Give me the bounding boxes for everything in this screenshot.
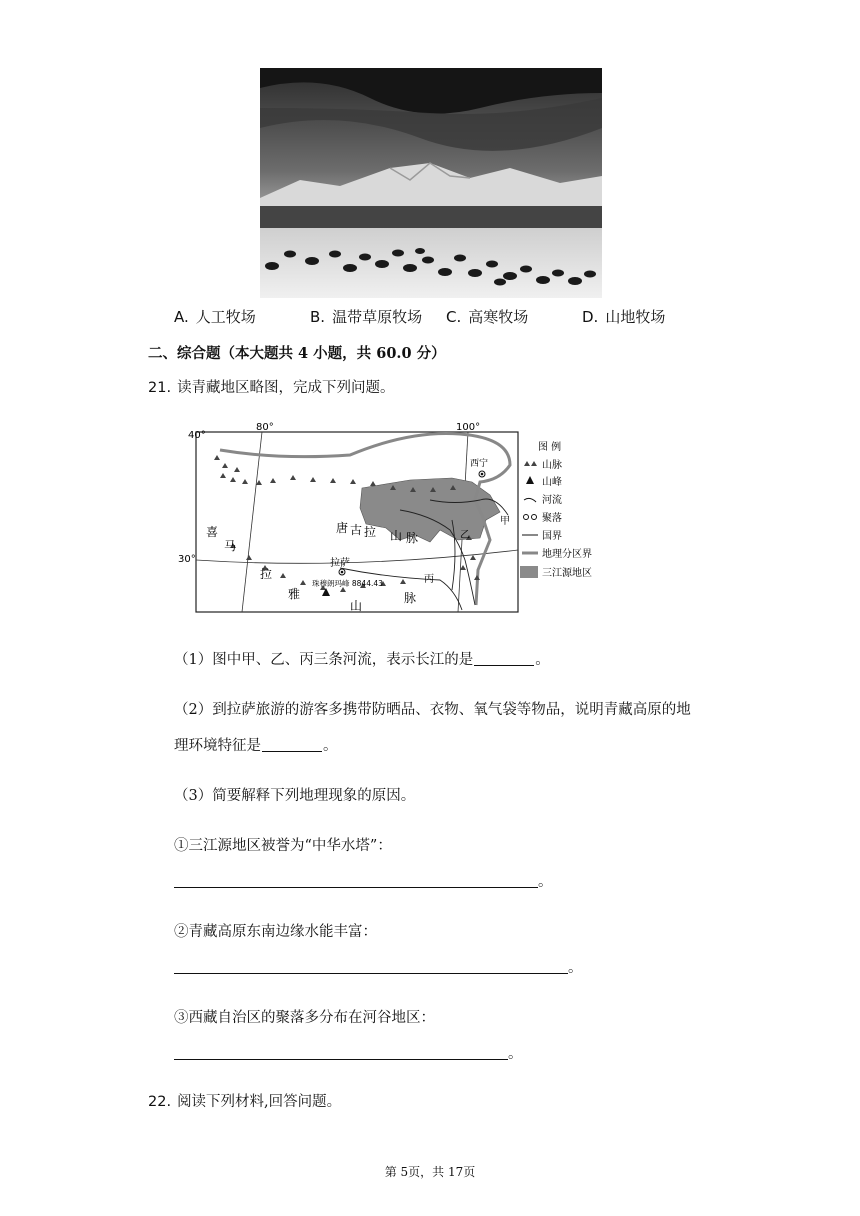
q21-item-2: ②青藏高原东南边缘水能丰富：: [174, 924, 377, 940]
label-himalaya-1: 喜: [206, 525, 219, 539]
label-yi: 乙: [460, 530, 470, 541]
svg-text:山脉: 山脉: [542, 460, 562, 471]
legend-border: [522, 530, 562, 542]
question-22-stem: 22. 阅读下列材料,回答问题。: [148, 1094, 342, 1110]
q21-sub3: （3）简要解释下列地理现象的原因。: [174, 788, 416, 804]
label-lhasa: 拉萨: [330, 558, 350, 569]
legend-title: 图 例: [538, 442, 562, 453]
label-himalaya-2: 马: [224, 539, 237, 553]
answer-line-1[interactable]: [174, 873, 538, 888]
answer-blank-2[interactable]: [262, 737, 322, 752]
q21-item-2-answer: 。: [174, 956, 583, 977]
option-b[interactable]: B. 温带草原牧场: [310, 308, 423, 326]
page-footer: 第 5页，共 17页: [384, 1165, 476, 1179]
lon-label-80: 80°: [256, 422, 274, 433]
question-21-stem: 21. 读青藏地区略图，完成下列问题。: [148, 380, 395, 396]
legend-mountain-range: [524, 458, 562, 471]
label-tanggula-2: 古: [350, 523, 363, 537]
option-d[interactable]: D. 山地牧场: [582, 308, 666, 326]
legend-settlement: [524, 511, 563, 524]
option-a[interactable]: A. 人工牧场: [174, 308, 256, 326]
answer-line-3[interactable]: [174, 1045, 508, 1060]
label-himalaya-3: 拉: [260, 567, 273, 581]
label-himalaya-4: 雅: [288, 587, 301, 601]
answer-blank-1[interactable]: [474, 651, 534, 666]
label-tanggula-5: 脉: [406, 531, 419, 545]
q21-sub1: （1）图中甲、乙、丙三条河流，表示长江的是 。: [174, 652, 550, 668]
svg-text:聚落: 聚落: [542, 513, 562, 524]
legend-sanjiangyuan: [520, 566, 592, 579]
svg-text:国界: 国界: [542, 531, 562, 542]
label-tanggula-3: 拉: [364, 525, 377, 539]
lat-label-40: 40°: [188, 430, 206, 441]
lon-label-100: 100°: [456, 422, 481, 433]
legend-division-boundary: [522, 547, 592, 560]
svg-text:三江源地区: 三江源地区: [542, 568, 592, 579]
label-himalaya-6: 脉: [404, 591, 417, 605]
label-xining: 西宁: [470, 459, 489, 469]
section-title: 二、综合题（本大题共 4 小题，共 60.0 分）: [148, 345, 446, 362]
q21-item-3: ③西藏自治区的聚落多分布在河谷地区：: [174, 1010, 435, 1026]
svg-text:地理分区界: 地理分区界: [542, 549, 592, 560]
q21-sub2-line1: （2）到拉萨旅游的游客多携带防晒品、衣物、氧气袋等物品，说明青藏高原的地: [174, 702, 691, 718]
option-c[interactable]: C. 高寒牧场: [446, 308, 529, 326]
label-tanggula-4: 山: [390, 529, 403, 543]
legend-river: [524, 493, 562, 506]
q21-item-1-answer: 。: [174, 870, 553, 891]
label-bing: 丙: [424, 574, 434, 585]
qinghai-tibet-map: [178, 420, 620, 616]
q21-item-3-answer: 。: [174, 1042, 523, 1063]
answer-options: [0, 306, 860, 330]
answer-line-2[interactable]: [174, 959, 568, 974]
q21-sub2-line2: 理环境特征是 。: [174, 738, 338, 754]
q21-item-1: ①三江源地区被誉为“中华水塔”：: [174, 838, 392, 854]
svg-text:山峰: 山峰: [542, 477, 562, 488]
label-everest: 珠穆朗玛峰 8844.43: [312, 579, 383, 588]
highland-pasture-photo: [260, 68, 602, 298]
label-himalaya-5: 山: [350, 599, 363, 613]
label-tanggula-1: 唐: [336, 521, 349, 535]
lat-label-30: 30°: [178, 554, 196, 565]
svg-text:河流: 河流: [542, 495, 562, 506]
legend-peak: [526, 475, 562, 488]
label-jia: 甲: [500, 516, 510, 527]
